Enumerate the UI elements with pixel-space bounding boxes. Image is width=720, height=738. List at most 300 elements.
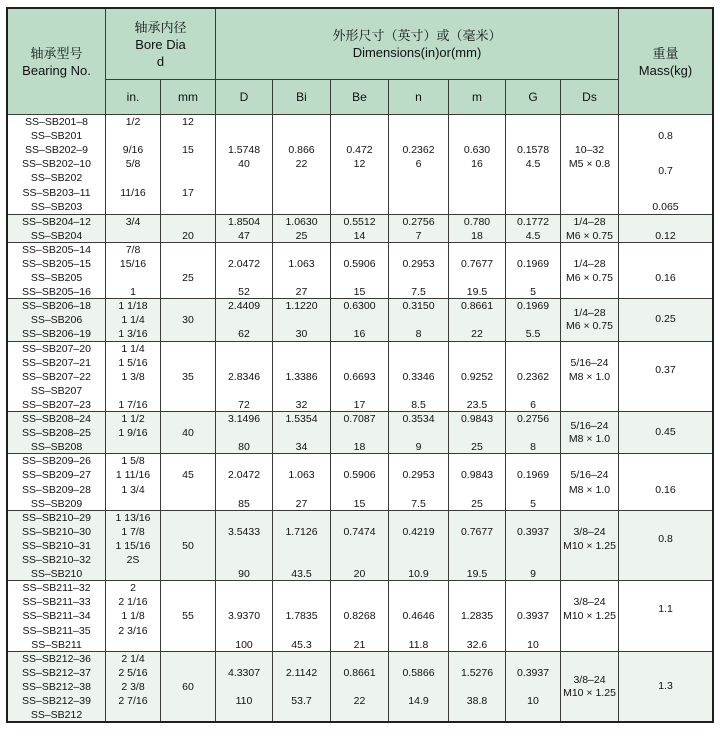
cell-text: 47 <box>238 229 250 242</box>
cell-text: 1/4–28 <box>573 215 606 228</box>
cell-text: 14 <box>353 229 366 242</box>
cell-text: 38.8 <box>466 695 488 708</box>
cell-text: 8 <box>530 441 536 454</box>
cell-text: 0.1969 <box>516 300 550 313</box>
cell-text: 0.472 <box>346 144 373 157</box>
group-column-mass <box>619 215 712 242</box>
cell-text: SS–SB205–16 <box>22 286 91 299</box>
cell-text: M8 × 1.0 <box>568 432 611 445</box>
cell-text: 35 <box>182 370 194 383</box>
cell-text: 1.8504 <box>227 215 261 228</box>
cell-text: SS–SB211–32 <box>22 582 91 595</box>
cell-text: 0.7677 <box>460 257 494 270</box>
cell-text: M10 × 1.25 <box>563 686 616 699</box>
group-column-n <box>389 115 449 214</box>
subheader-Ds: Ds <box>561 80 619 114</box>
cell-text: SS–SB209–28 <box>22 483 91 496</box>
cell-text: 0.3534 <box>402 413 435 426</box>
group-column-G <box>506 511 561 581</box>
bearing-spec-table <box>6 7 714 723</box>
group-column-n <box>389 511 449 581</box>
cell-text: 1 5/8 <box>121 455 145 468</box>
cell-text: M10 × 1.25 <box>563 539 616 552</box>
cell-text: SS–SB207–22 <box>22 370 91 383</box>
group-column-mm <box>161 299 216 340</box>
group-column-G <box>506 115 561 214</box>
cell-text: 23.5 <box>466 398 488 411</box>
cell-text: 10 <box>527 695 539 708</box>
cell-text: SS–SB212–39 <box>22 695 91 708</box>
group-column-m <box>449 581 506 651</box>
group-column-Bi <box>273 581 331 651</box>
cell-text: 62 <box>238 328 250 341</box>
cell-text: SS–SB205–14 <box>22 243 91 256</box>
group-column-mass <box>619 243 712 298</box>
cell-text: 45.3 <box>291 638 312 651</box>
cell-text: 34 <box>295 441 308 454</box>
group-column-in <box>106 511 161 581</box>
group-column-mm <box>161 115 216 214</box>
group-column-in <box>106 581 161 651</box>
cell-text: 0.8268 <box>343 610 376 623</box>
group-column-D <box>216 652 273 722</box>
group-column-bearing <box>8 454 106 509</box>
cell-text: 8.5 <box>411 398 426 411</box>
table-group <box>8 411 712 453</box>
cell-text: SS–SB210–29 <box>22 511 91 524</box>
cell-text: 7/8 <box>125 243 141 256</box>
group-column-Bi <box>273 115 331 214</box>
cell-text: 3.5433 <box>227 525 261 538</box>
table-group <box>8 341 712 412</box>
cell-text: 1.063 <box>288 469 315 482</box>
cell-text: 100 <box>235 638 253 651</box>
group-column-Ds <box>561 454 619 509</box>
cell-text: 5/8 <box>125 158 141 171</box>
cell-text: 25 <box>471 441 483 454</box>
cell-text: 1.063 <box>288 257 315 270</box>
cell-text: 72 <box>238 398 250 411</box>
cell-text: 14.9 <box>408 695 429 708</box>
group-column-mass <box>619 299 712 340</box>
group-column-n <box>389 581 449 651</box>
table-group <box>8 580 712 651</box>
group-column-n <box>389 215 449 242</box>
cell-text: 15/16 <box>119 257 147 270</box>
cell-text: 0.12 <box>655 229 676 242</box>
cell-text: SS–SB209 <box>30 497 83 510</box>
cell-text: M10 × 1.25 <box>563 610 616 623</box>
cell-text: 0.866 <box>288 144 315 157</box>
cell-text: 0.630 <box>463 144 491 157</box>
cell-text: SS–SB209–27 <box>22 469 91 482</box>
cell-text: 3/8–24 <box>573 525 606 538</box>
table-group <box>8 510 712 581</box>
cell-text: 1 1/4 <box>121 342 145 355</box>
cell-text: 0.5866 <box>402 666 435 679</box>
cell-text: 0.8 <box>658 130 673 143</box>
cell-text: 1 15/16 <box>115 539 151 552</box>
cell-text: 2.8346 <box>227 370 261 383</box>
cell-text: SS–SB206–18 <box>22 300 91 313</box>
cell-text: 9 <box>415 441 422 454</box>
cell-text: SS–SB206 <box>30 314 83 327</box>
group-column-mm <box>161 511 216 581</box>
group-column-D <box>216 215 273 242</box>
cell-text: 25 <box>295 229 308 242</box>
cell-text: 21 <box>353 638 366 651</box>
header-bore-dia-symbol: d <box>156 53 165 69</box>
group-column-Be <box>331 412 389 453</box>
subheader-n: n <box>389 80 449 114</box>
cell-text: 17 <box>353 398 366 411</box>
cell-text: 3.1496 <box>227 413 261 426</box>
cell-centered-block <box>619 299 712 340</box>
group-column-G <box>506 454 561 509</box>
subheader-G: G <box>506 80 561 114</box>
cell-text: 11.8 <box>408 638 429 651</box>
cell-text: 2.1142 <box>285 666 318 679</box>
cell-text: 10.9 <box>408 568 429 581</box>
group-column-G <box>506 342 561 412</box>
cell-text: 0.5906 <box>343 257 376 270</box>
cell-text: SS–SB208–24 <box>22 413 91 426</box>
cell-text: 5 <box>530 497 536 510</box>
cell-text: 0.1772 <box>516 215 550 228</box>
cell-text: SS–SB212–37 <box>22 666 91 679</box>
group-column-Ds <box>561 115 619 214</box>
table-group <box>8 651 712 722</box>
cell-text: 40 <box>238 158 250 171</box>
group-column-D <box>216 299 273 340</box>
group-column-Be <box>331 454 389 509</box>
cell-text: 0.3150 <box>402 300 435 313</box>
header-mass-en: Mass(kg) <box>638 62 693 78</box>
cell-centered-block <box>561 652 618 722</box>
cell-text: 43.5 <box>291 568 312 581</box>
cell-text: 15 <box>353 286 366 299</box>
cell-text: 2 7/16 <box>118 695 148 708</box>
cell-text: 0.3937 <box>516 610 550 623</box>
group-column-bearing <box>8 511 106 581</box>
cell-text: 3.9370 <box>227 610 261 623</box>
cell-text: 4.5 <box>525 158 541 171</box>
group-column-G <box>506 581 561 651</box>
cell-text: 18 <box>471 229 483 242</box>
table-group <box>8 115 712 214</box>
table-header <box>8 9 712 115</box>
group-column-Bi <box>273 299 331 340</box>
cell-text: 0.25 <box>655 313 676 326</box>
group-column-in <box>106 454 161 509</box>
cell-text: 1.5354 <box>285 413 318 426</box>
cell-text: 2.0472 <box>227 469 261 482</box>
cell-text: SS–SB204 <box>30 229 83 242</box>
cell-text: 0.2362 <box>402 144 435 157</box>
header-bearing-no-en: Bearing No. <box>22 62 91 78</box>
cell-text: 1.0630 <box>285 215 318 228</box>
cell-text: 45 <box>182 469 194 482</box>
group-column-in <box>106 215 161 242</box>
group-column-D <box>216 511 273 581</box>
cell-text: 12 <box>353 158 366 171</box>
cell-text: 27 <box>295 497 308 510</box>
cell-text: 1/4–28 <box>573 306 606 319</box>
group-column-Ds <box>561 243 619 298</box>
group-column-bearing <box>8 115 106 214</box>
cell-text: 0.8661 <box>460 300 494 313</box>
cell-text: 1 3/4 <box>121 483 145 496</box>
cell-text: 4.5 <box>525 229 541 242</box>
subheader-in: in. <box>106 80 161 114</box>
group-column-Ds <box>561 412 619 453</box>
cell-text: 1/4–28 <box>573 257 606 270</box>
cell-text: SS–SB210 <box>30 568 83 581</box>
cell-text: 53.7 <box>291 695 312 708</box>
cell-text: 0.16 <box>655 272 676 285</box>
header-mass <box>619 9 712 114</box>
cell-text: 1 9/16 <box>118 427 148 440</box>
cell-centered-block <box>619 652 712 722</box>
cell-text: 1 11/16 <box>115 469 151 482</box>
group-column-Bi <box>273 412 331 453</box>
cell-text: 1.3 <box>658 680 673 692</box>
cell-text: 0.6693 <box>343 370 376 383</box>
cell-text: 25 <box>471 497 483 510</box>
cell-text: 0.2953 <box>402 469 435 482</box>
header-dimensions <box>216 9 619 80</box>
group-column-mm <box>161 454 216 509</box>
cell-text: 1 3/8 <box>121 370 145 383</box>
cell-text: 25 <box>182 272 194 285</box>
group-column-n <box>389 243 449 298</box>
group-column-mm <box>161 652 216 722</box>
group-column-Be <box>331 511 389 581</box>
group-column-D <box>216 581 273 651</box>
cell-text: 1.2835 <box>460 610 494 623</box>
cell-text: 0.45 <box>655 426 676 439</box>
group-column-bearing <box>8 215 106 242</box>
cell-text: 0.8661 <box>343 666 376 679</box>
group-column-mm <box>161 581 216 651</box>
cell-text: 30 <box>295 328 308 341</box>
cell-text: 52 <box>238 286 250 299</box>
cell-text: 0.1578 <box>516 144 550 157</box>
group-column-m <box>449 215 506 242</box>
cell-text: 15 <box>353 497 366 510</box>
cell-text: 1.7126 <box>285 525 318 538</box>
cell-text: SS–SB203 <box>30 200 83 213</box>
cell-text: SS–SB207 <box>30 384 83 397</box>
group-column-Bi <box>273 454 331 509</box>
cell-text: M6 × 0.75 <box>566 319 613 332</box>
cell-text: SS–SB211 <box>31 638 82 651</box>
cell-text: 1.3386 <box>285 370 318 383</box>
cell-text: SS–SB208 <box>30 441 83 454</box>
cell-text: 20 <box>353 568 366 581</box>
cell-text: SS–SB205 <box>30 272 83 285</box>
cell-text: M8 × 1.0 <box>568 370 611 383</box>
cell-text: 1.1 <box>658 603 673 616</box>
table-body <box>8 115 712 721</box>
group-column-Bi <box>273 342 331 412</box>
header-mass-zh: 重量 <box>652 45 679 61</box>
group-column-bearing <box>8 652 106 722</box>
cell-text: 22 <box>471 328 483 341</box>
cell-text: 9/16 <box>122 144 144 157</box>
cell-text: 2 5/16 <box>118 666 148 679</box>
cell-text: 3/4 <box>125 215 141 228</box>
cell-text: SS–SB202–9 <box>24 144 89 157</box>
cell-text: 0.9843 <box>460 469 494 482</box>
cell-text: 0.3937 <box>516 525 550 538</box>
subheader-Be: Be <box>331 80 389 114</box>
cell-text: 17 <box>182 186 194 199</box>
cell-text: M8 × 1.0 <box>568 483 611 496</box>
group-column-n <box>389 342 449 412</box>
cell-text: 0.9843 <box>460 413 494 426</box>
group-column-bearing <box>8 299 106 340</box>
group-column-G <box>506 652 561 722</box>
group-column-Be <box>331 342 389 412</box>
cell-text: 30 <box>182 314 194 327</box>
header-dimensions-zh: 外形尺寸（英寸）或（毫米） <box>332 28 502 43</box>
group-column-mm <box>161 215 216 242</box>
cell-text: 16 <box>353 328 366 341</box>
cell-text: 11/16 <box>120 186 146 199</box>
subheader-mm: mm <box>161 80 216 114</box>
cell-text: 7.5 <box>411 497 426 510</box>
cell-text: 32.6 <box>466 638 488 651</box>
cell-text: 2S <box>126 554 140 567</box>
group-column-in <box>106 412 161 453</box>
cell-text: 0.7 <box>658 165 673 178</box>
cell-text: 2.4409 <box>227 300 261 313</box>
group-column-mass <box>619 511 712 581</box>
group-column-Bi <box>273 652 331 722</box>
group-column-Be <box>331 215 389 242</box>
group-column-G <box>506 243 561 298</box>
cell-text: 0.9252 <box>460 370 494 383</box>
cell-text: SS–SB207–20 <box>22 342 91 355</box>
group-column-mass <box>619 581 712 651</box>
cell-text: 0.2362 <box>516 370 550 383</box>
header-bearing-no <box>8 9 106 114</box>
subheader-D: D <box>216 80 273 114</box>
cell-text: 0.780 <box>463 215 491 228</box>
header-bearing-no-zh: 轴承型号 <box>30 45 83 61</box>
group-column-in <box>106 342 161 412</box>
cell-text: 0.3346 <box>402 370 435 383</box>
cell-text: 1 7/16 <box>118 398 148 411</box>
group-column-Bi <box>273 511 331 581</box>
group-column-bearing <box>8 342 106 412</box>
cell-text: 90 <box>238 568 250 581</box>
cell-text: 0.7087 <box>343 413 376 426</box>
cell-text: 1.5748 <box>227 144 261 157</box>
cell-text: SS–SB210–31 <box>22 539 91 552</box>
header-bore-dia-zh: 轴承内径 <box>134 19 187 35</box>
group-column-mass <box>619 412 712 453</box>
cell-text: 5 <box>530 286 536 299</box>
cell-text: SS–SB209–26 <box>22 455 91 468</box>
cell-text: 19.5 <box>466 568 488 581</box>
group-column-m <box>449 299 506 340</box>
cell-text: 1.1220 <box>285 300 318 313</box>
cell-text: SS–SB201 <box>30 130 83 143</box>
group-column-n <box>389 299 449 340</box>
cell-text: 0.5512 <box>343 215 376 228</box>
cell-text: 5/16–24 <box>570 469 609 482</box>
group-column-Ds <box>561 215 619 242</box>
cell-text: 0.2756 <box>402 215 435 228</box>
group-column-m <box>449 243 506 298</box>
group-column-m <box>449 115 506 214</box>
group-column-m <box>449 511 506 581</box>
group-column-in <box>106 243 161 298</box>
cell-text: SS–SB211–35 <box>22 624 91 637</box>
cell-text: 4.3307 <box>227 666 261 679</box>
cell-text: 1 7/8 <box>121 525 145 538</box>
group-column-Ds <box>561 342 619 412</box>
group-column-Ds <box>561 299 619 340</box>
group-column-in <box>106 652 161 722</box>
cell-text: 16 <box>471 158 483 171</box>
header-bore-dia <box>106 9 216 80</box>
cell-text: SS–SB201–8 <box>24 116 89 128</box>
cell-text: SS–SB202–10 <box>22 158 91 171</box>
cell-text: 1 5/16 <box>118 356 148 369</box>
group-column-bearing <box>8 412 106 453</box>
cell-text: 0.2953 <box>402 257 435 270</box>
cell-text: SS–SB212–38 <box>22 680 91 693</box>
group-column-D <box>216 342 273 412</box>
cell-text: 6 <box>530 398 536 411</box>
header-dimensions-en: Dimensions(in)or(mm) <box>352 45 482 60</box>
group-column-Be <box>331 299 389 340</box>
cell-text: 7 <box>415 229 422 242</box>
group-column-n <box>389 454 449 509</box>
cell-text: SS–SB210–30 <box>22 525 91 538</box>
cell-text: 32 <box>295 398 308 411</box>
cell-text: 0.6300 <box>343 300 376 313</box>
cell-text: 0.16 <box>655 483 676 496</box>
cell-text: 9 <box>530 568 536 581</box>
cell-text: 3/8–24 <box>573 596 606 609</box>
cell-text: M6 × 0.75 <box>566 229 613 242</box>
cell-text: 1 13/16 <box>115 511 151 524</box>
cell-text: 1 1/18 <box>118 300 148 313</box>
cell-text: 85 <box>238 497 250 510</box>
cell-text: 50 <box>182 539 194 552</box>
group-column-Bi <box>273 243 331 298</box>
group-column-G <box>506 215 561 242</box>
cell-text: 0.7474 <box>343 525 376 538</box>
table-group <box>8 298 712 340</box>
cell-text: 0.4646 <box>402 610 435 623</box>
cell-text: SS–SB205–15 <box>22 257 91 270</box>
group-column-Be <box>331 115 389 214</box>
cell-text: 1 <box>130 286 136 299</box>
group-column-m <box>449 454 506 509</box>
cell-text: 0.3937 <box>516 666 550 679</box>
cell-text: SS–SB207–23 <box>22 398 91 411</box>
cell-text: 0.7677 <box>460 525 494 538</box>
cell-centered-block <box>619 412 712 453</box>
group-column-D <box>216 412 273 453</box>
cell-text: 8 <box>415 328 422 341</box>
cell-text: 1 1/4 <box>121 314 145 327</box>
